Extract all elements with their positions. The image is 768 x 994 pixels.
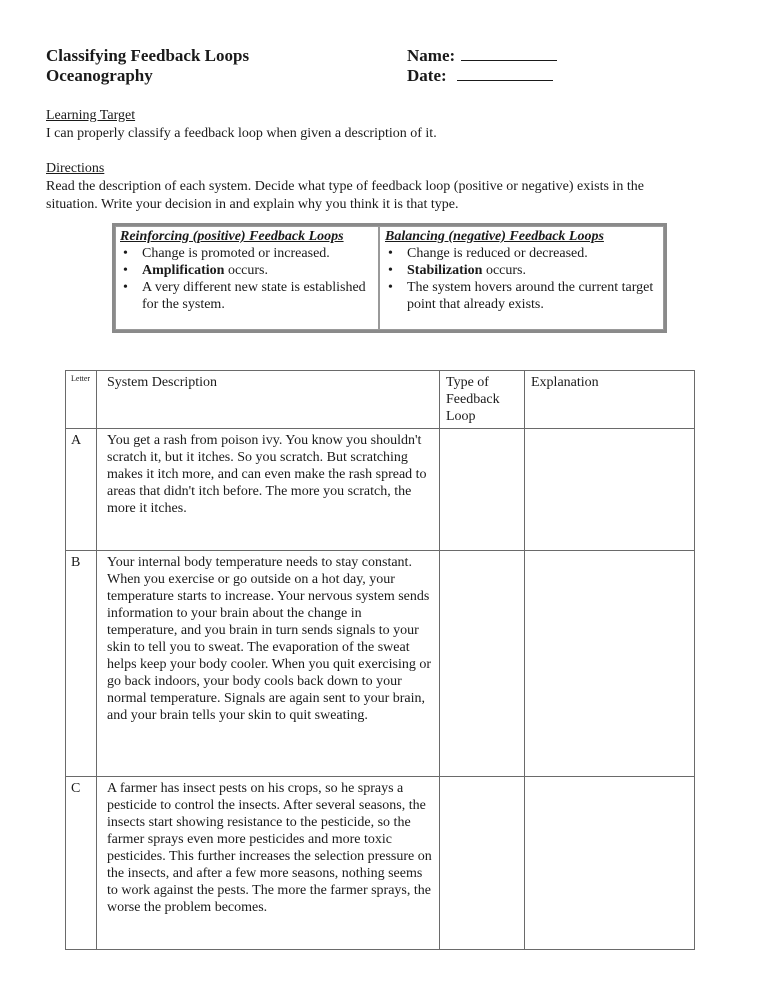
type-answer-cell[interactable] — [440, 777, 525, 950]
name-label: Name: — [407, 46, 456, 65]
date-blank[interactable] — [457, 66, 553, 81]
directions-line-2: situation. Write your decision in and explain why you think it is that type. — [46, 197, 459, 212]
list-item: • Change is reduced or decreased. — [407, 245, 660, 262]
date-field — [407, 66, 553, 86]
row-letter: C — [66, 777, 97, 950]
row-description: You get a rash from poison ivy. You know you shouldn't scratch it, but it itches. So you scratch. But scratching makes it itch more, and can even make the rash spread to areas that didn't itch before. The more you scratch, the more it itches. — [97, 429, 440, 551]
column-header-description: System Description — [97, 371, 440, 429]
list-item: • Change is promoted or increased. — [142, 245, 374, 262]
directions-line-1: Read the description of each system. Decide what type of feedback loop (positive or negative) exists in the — [46, 179, 644, 194]
feedback-loop-table — [65, 370, 695, 950]
column-header-letter: Letter — [66, 371, 97, 429]
reinforcing-column — [115, 226, 379, 330]
explanation-answer-cell[interactable] — [525, 777, 695, 950]
row-description: A farmer has insect pests on his crops, so he sprays a pesticide to control the insects. After several seasons, the insects start showing resistance to the pesticide, so the farmer sprays even more pesticides and more toxic pesticides. This further increases the selection pressure on the insects, and after a few more seasons, nothing seems to work against the pests. The more the farmer sprays, the worse the problem becomes. — [97, 777, 440, 950]
list-item: • The system hovers around the current target point that already exists. — [407, 279, 660, 313]
date-label: Date: — [407, 66, 447, 85]
learning-target-text: I can properly classify a feedback loop when given a description of it. — [46, 126, 437, 141]
row-letter: B — [66, 551, 97, 777]
list-item: • Amplification occurs. — [142, 262, 374, 279]
explanation-answer-cell[interactable] — [525, 429, 695, 551]
table-row — [66, 777, 695, 950]
column-header-type: Type of Feedback Loop — [440, 371, 525, 429]
row-letter: A — [66, 429, 97, 551]
table-row — [66, 551, 695, 777]
explanation-answer-cell[interactable] — [525, 551, 695, 777]
name-field — [407, 46, 557, 66]
reinforcing-heading: Reinforcing (positive) Feedback Loops — [120, 229, 344, 244]
reinforcing-list — [120, 245, 374, 313]
type-answer-cell[interactable] — [440, 429, 525, 551]
type-answer-cell[interactable] — [440, 551, 525, 777]
name-blank[interactable] — [461, 46, 557, 61]
list-item: • A very different new state is established for the system. — [142, 279, 374, 313]
feedback-loop-reference-box — [112, 223, 667, 333]
directions-heading: Directions — [46, 161, 105, 176]
row-description: Your internal body temperature needs to stay constant. When you exercise or go outside on a hot day, your temperature starts to increase. Your nervous system sends information to your brain about the change in temperature, and you brain in turn sends signals to your skin to tell you to sweat. The evaporation of the sweat helps keep your body cooler. When you quit exercising or go back indoors, your body cools back down to your normal temperature. Signals are again sent to your brain, and your brain tells your skin to quit sweating. — [97, 551, 440, 777]
directions-text — [46, 178, 746, 214]
list-item: • Stabilization occurs. — [407, 262, 660, 279]
table-row — [66, 429, 695, 551]
worksheet-title: Classifying Feedback Loops — [46, 46, 250, 65]
balancing-heading: Balancing (negative) Feedback Loops — [385, 229, 604, 244]
balancing-column — [379, 226, 664, 330]
balancing-list — [385, 245, 660, 313]
learning-target-heading: Learning Target — [46, 108, 136, 123]
column-header-explanation: Explanation — [525, 371, 695, 429]
course-name: Oceanography — [46, 66, 153, 85]
table-header-row — [66, 371, 695, 429]
